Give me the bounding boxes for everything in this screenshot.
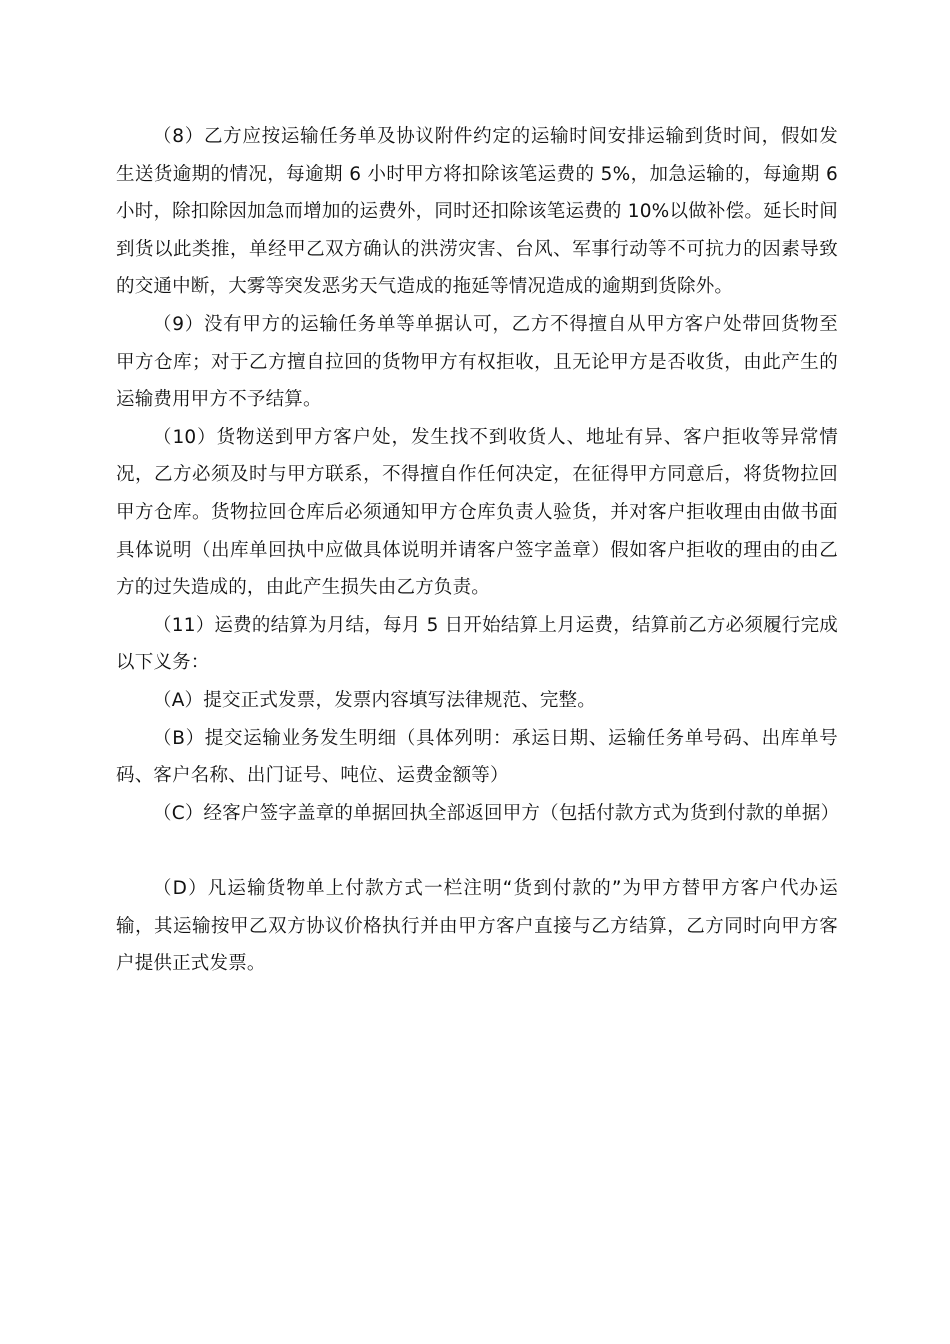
clause-10-paragraph: （10）货物送到甲方客户处，发生找不到收货人、地址有异、客户拒收等异常情况，乙方必须及时与甲方联系，不得擅自作任何决定，在征得甲方同意后，将货物拉回甲方仓库。货物拉回仓库后必须通知甲方仓库负责人验货，并对客户拒收理由由做书面具体说明（出库单回执中应做具体说明并请客户签字盖章）假如客户拒收的理由的由乙方的过失造成的，由此产生损失由乙方负责。 (116, 426, 838, 599)
clause-9-paragraph: （9）没有甲方的运输任务单等单据认可，乙方不得擅自从甲方客户处带回货物至甲方仓库；对于乙方擅自拉回的货物甲方有权拒收，且无论甲方是否收货，由此产生的运输费用甲方不予结算。 (116, 313, 838, 411)
clause-8-paragraph: （8）乙方应按运输任务单及协议附件约定的运输时间安排运输到货时间，假如发生送货逾期的情况，每逾期 6 小时甲方将扣除该笔运费的 5%，加急运输的，每逾期 6 小时，除扣除因加急而增加的运费外，同时还扣除该笔运费的 10%以做补偿。延长时间到货以此类推，单经甲乙双方确认的洪涝灾害、台风、军事行动等不可抗力的因素导致的交通中断，大雾等突发恶劣天气造成的拖延等情况造成的逾期到货除外。 (116, 126, 838, 298)
clause-11-item-d: （D）凡运输货物单上付款方式一栏注明“货到付款的”为甲方替甲方客户代办运输，其运输按甲乙双方协议价格执行并由甲方客户直接与乙方结算，乙方同时向甲方客户提供正式发票。 (116, 878, 838, 975)
clause-11-paragraph: （11）运费的结算为月结，每月 5 日开始结算上月运费，结算前乙方必须履行完成以下义务： (116, 614, 838, 674)
clause-11-item-a: （A）提交正式发票，发票内容填写法律规范、完整。 (153, 689, 596, 711)
document-body (116, 118, 838, 983)
clause-11-item-b: （B）提交运输业务发生明细（具体列明：承运日期、运输任务单号码、出库单号码、客户名称、出门证号、吨位、运费金额等） (116, 727, 838, 787)
clause-11-item-c: （C）经客户签字盖章的单据回执全部返回甲方（包括付款方式为货到付款的单据） (153, 802, 840, 824)
